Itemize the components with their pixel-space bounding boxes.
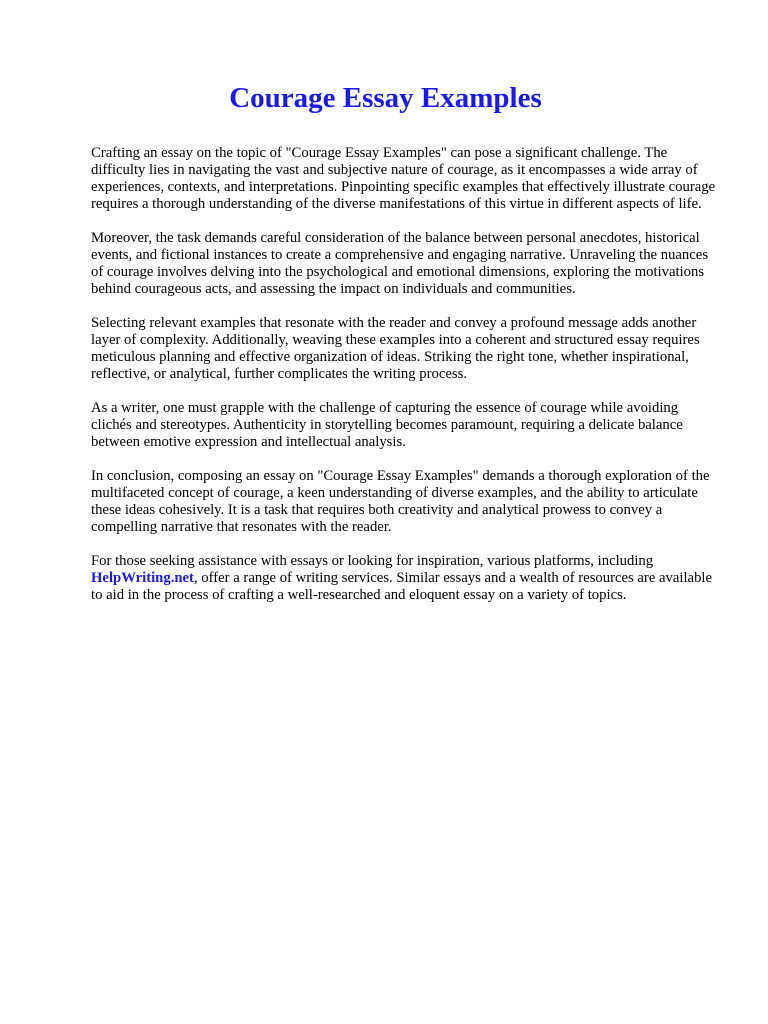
paragraph-6 [91,553,720,604]
paragraph-5: In conclusion, composing an essay on "Courage Essay Examples" demands a thorough exploration of the multifaceted concept of courage, a keen understanding of diverse examples, and the ability to articulate these ideas cohesively. It is a task that requires both creativity and analytical prowess to convey a compelling narrative that resonates with the reader. [91,468,710,535]
page-title: Courage Essay Examples [229,82,542,114]
paragraph-6-before-link: For those seeking assistance with essays or looking for inspiration, various platforms, including [91,553,654,569]
helpwriting-link[interactable]: HelpWriting.net [91,570,194,586]
paragraph-3: Selecting relevant examples that resonate with the reader and convey a profound message adds another layer of complexity. Additionally, weaving these examples into a coherent and structured essay requires meticulous planning and effective organization of ideas. Striking the right tone, whether inspirational, reflective, or analytical, further complicates the writing process. [91,315,700,382]
paragraph-4: As a writer, one must grapple with the challenge of capturing the essence of courage while avoiding clichés and stereotypes. Authenticity in storytelling becomes paramount, requiring a delicate balance between emotive expression and intellectual analysis. [91,400,683,450]
paragraph-1: Crafting an essay on the topic of "Courage Essay Examples" can pose a significant challenge. The difficulty lies in navigating the vast and subjective nature of courage, as it encompasses a wide array of experiences, contexts, and interpretations. Pinpointing specific examples that effectively illustrate courage requires a thorough understanding of the diverse manifestations of this virtue in different aspects of life. [91,145,716,212]
paragraph-6-after-link: , offer a range of writing services. Similar essays and a wealth of resources are available to aid in the process of crafting a well-researched and eloquent essay on a variety of topics. [91,570,713,603]
paragraph-2: Moreover, the task demands careful consideration of the balance between personal anecdotes, historical events, and fictional instances to create a comprehensive and engaging narrative. Unraveling the nuances of courage involves delving into the psychological and emotional dimensions, exploring the motivations behind courageous acts, and assessing the impact on individuals and communities. [91,230,709,297]
